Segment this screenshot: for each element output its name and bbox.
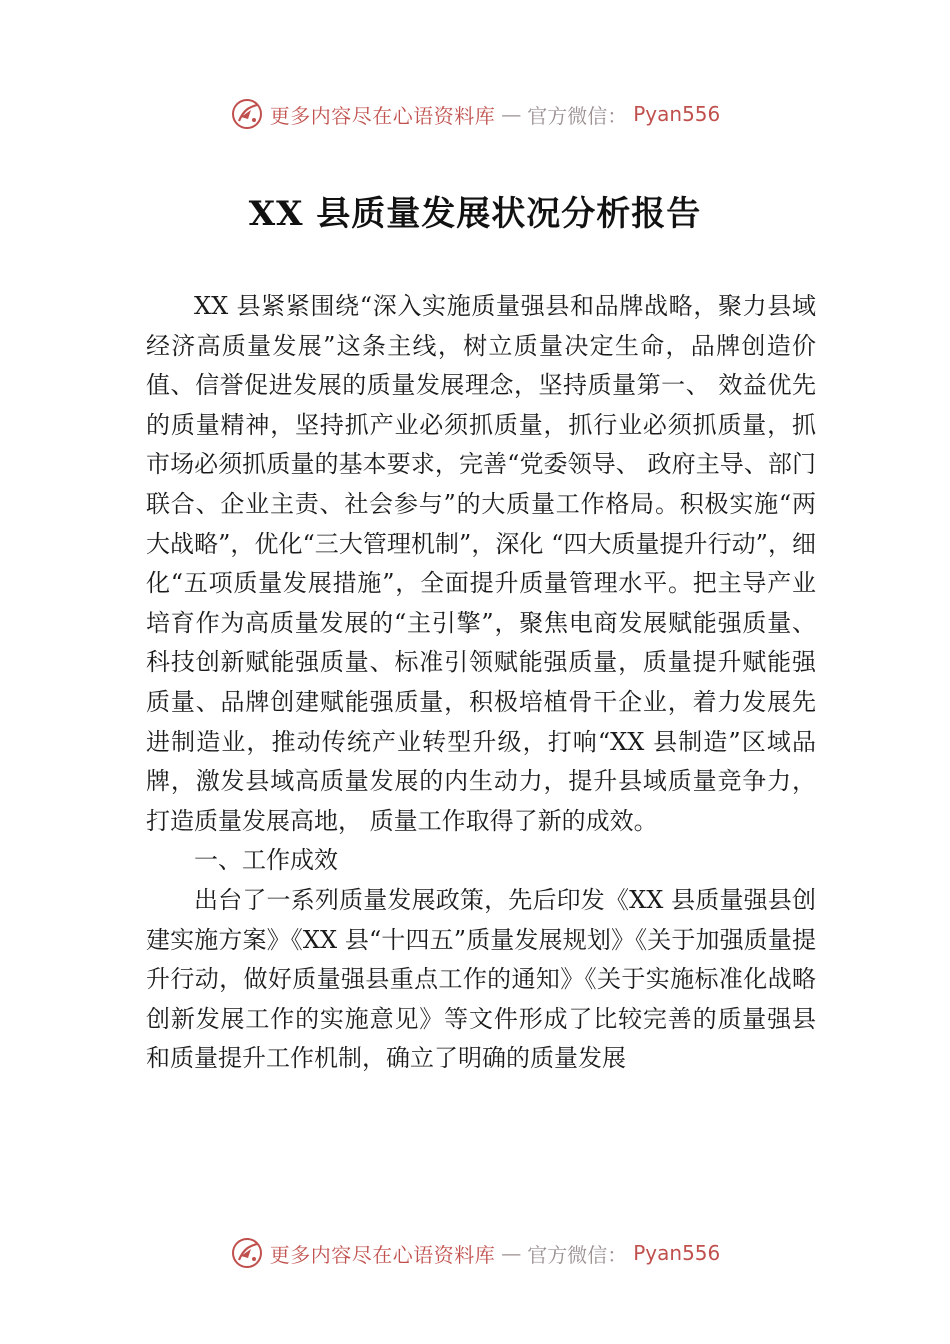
paragraph-policies: 出台了一系列质量发展政策，先后印发《XX 县质量强县创建实施方案》《XX 县“十四五”质量发展规划》《关于加强质量提升行动，做好质量强县重点工作的通知》《关于实施标准化战略创新发展工作的实施意见》等文件形成了比较完善的质量强县和质量提升工作机制，确立了明确的质量发展: [146, 885, 816, 1073]
brand-logo-icon: [230, 97, 264, 131]
watermark-separator: —: [501, 1241, 522, 1265]
document-title: XX 县质量发展状况分析报告: [248, 194, 702, 234]
watermark-footer: [0, 1233, 950, 1273]
wechat-label: 官方微信：: [527, 1242, 628, 1267]
watermark-header: [0, 94, 950, 134]
brand-logo-icon: [230, 1236, 264, 1270]
document-body: [146, 287, 816, 1079]
watermark-separator: —: [501, 102, 522, 126]
paragraph-intro: XX 县紧紧围绕“深入实施质量强县和品牌战略，聚力县域经济高质量发展”这条主线，树立质量决定生命，品牌创造价值、信誉促进发展的质量发展理念，坚持质量第一、 效益优先的质量精神，坚持抓产业必须抓质量，抓行业必须抓质量，抓市场必须抓质量的基本要求，完善“党委领导、 政府主导、部门联合、企业主责、社会参与”的大质量工作格局。积极实施“两大战略”，优化“三大管理机制”，深化 “四大质量提升行动”，细化“五项质量发展措施”，全面提升质量管理水平。把主导产业培育作为高质量发展的“主引擎”，聚焦电商发展赋能强质量、科技创新赋能强质量、标准引领赋能强质量，质量提升赋能强质量、品牌创建赋能强质量，积极培植骨干企业，着力发展先进制造业，推动传统产业转型升级，打响“XX 县制造”区域品牌，激发县域高质量发展的内生动力，提升县域质量竞争力，打造质量发展高地， 质量工作取得了新的成效。: [146, 292, 816, 835]
watermark-text: 更多内容尽在心语资料库: [269, 103, 496, 128]
wechat-id: Pyan556: [633, 102, 721, 126]
watermark-text: 更多内容尽在心语资料库: [269, 1242, 496, 1267]
wechat-label: 官方微信：: [527, 103, 628, 128]
section-heading: 一、工作成效: [194, 846, 338, 875]
wechat-id: Pyan556: [633, 1241, 721, 1265]
